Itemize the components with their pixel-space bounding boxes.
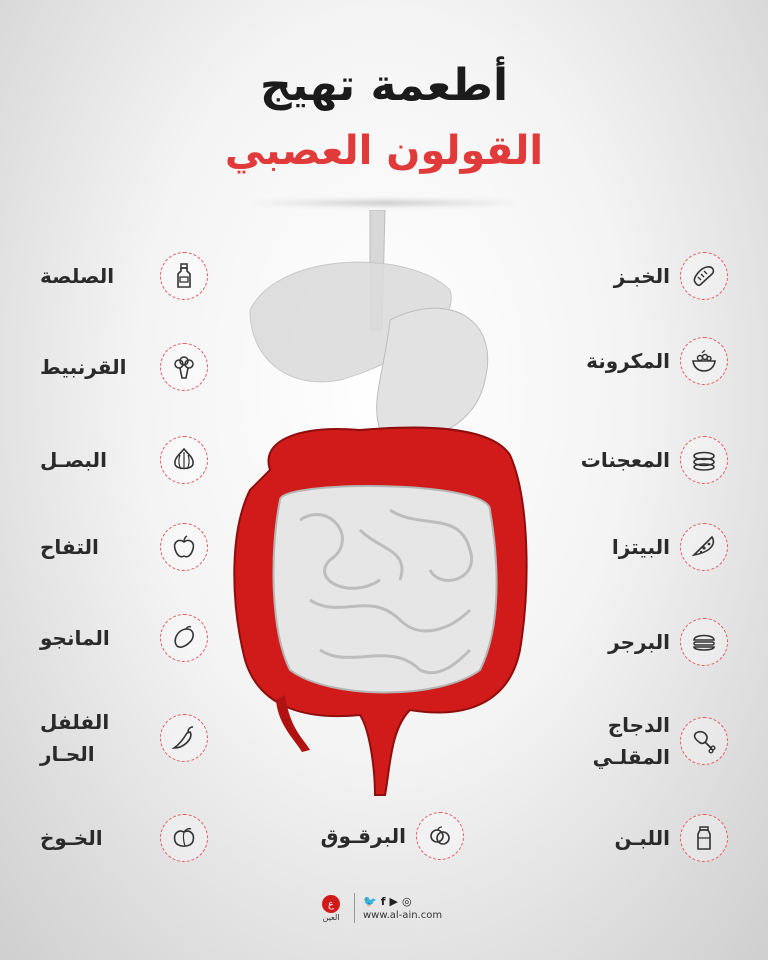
food-item-plum	[296, 810, 476, 862]
food-label: القرنبيط	[40, 355, 127, 379]
facebook-icon[interactable]: f	[380, 895, 386, 908]
food-item-peach	[40, 812, 210, 864]
peach-icon	[160, 814, 208, 862]
food-item-fried-chicken	[560, 706, 740, 776]
digestive-system-illustration	[210, 210, 560, 810]
page-title: أطعمة تهيج	[259, 60, 509, 111]
pasta-bowl-icon	[680, 337, 728, 385]
footer-divider	[354, 893, 355, 923]
food-item-pizza	[560, 521, 740, 573]
food-item-burger	[560, 616, 740, 668]
instagram-icon[interactable]: ◎	[401, 895, 412, 908]
food-label: الصلصة	[40, 264, 115, 288]
food-label: المكرونة	[586, 349, 670, 373]
food-label: المانجو	[40, 626, 110, 650]
social-links	[363, 895, 442, 921]
food-label: الدجاج المقلـي	[592, 713, 670, 769]
apple-icon	[160, 523, 208, 571]
food-item-milk	[560, 812, 740, 864]
plum-icon	[416, 812, 464, 860]
youtube-icon[interactable]: ▶	[389, 895, 398, 908]
chili-pepper-icon	[160, 714, 208, 762]
food-label: الخـوخ	[40, 826, 103, 850]
food-item-pastries	[560, 434, 740, 486]
food-item-mango	[40, 612, 210, 664]
food-item-bread	[560, 250, 740, 302]
twitter-icon[interactable]: 🐦	[363, 895, 377, 908]
food-item-onion	[40, 434, 210, 486]
svg-text:ع: ع	[328, 899, 334, 910]
mango-icon	[160, 614, 208, 662]
bread-icon	[680, 252, 728, 300]
food-item-hot-pepper	[40, 698, 210, 778]
page-subtitle: القولون العصبي	[224, 128, 544, 174]
onion-icon	[160, 436, 208, 484]
sauce-bottle-icon	[160, 252, 208, 300]
footer-branding	[316, 888, 456, 928]
food-item-pasta	[560, 335, 740, 387]
food-label: الفلفل الحـار	[40, 710, 110, 766]
food-item-apple	[40, 521, 210, 573]
food-label: البرقـوق	[320, 824, 406, 848]
chicken-leg-icon	[680, 717, 728, 765]
food-label: البصـل	[40, 448, 107, 472]
food-label: المعجنات	[580, 448, 670, 472]
website-link[interactable]: www.al-ain.com	[363, 910, 443, 921]
food-label: اللبـن	[614, 826, 670, 850]
pizza-icon	[680, 523, 728, 571]
pastry-icon	[680, 436, 728, 484]
title-divider	[250, 200, 520, 206]
food-item-cauliflower	[40, 341, 210, 393]
milk-bottle-icon	[680, 814, 728, 862]
brand-logo	[316, 893, 346, 923]
food-label: البيتزا	[611, 535, 670, 559]
burger-icon	[680, 618, 728, 666]
food-label: الخبـز	[613, 264, 670, 288]
brand-name: العين	[322, 913, 340, 922]
cauliflower-icon	[160, 343, 208, 391]
food-label: البرجر	[608, 630, 670, 654]
food-label: التفاح	[40, 535, 99, 559]
food-item-sauce	[40, 250, 210, 302]
